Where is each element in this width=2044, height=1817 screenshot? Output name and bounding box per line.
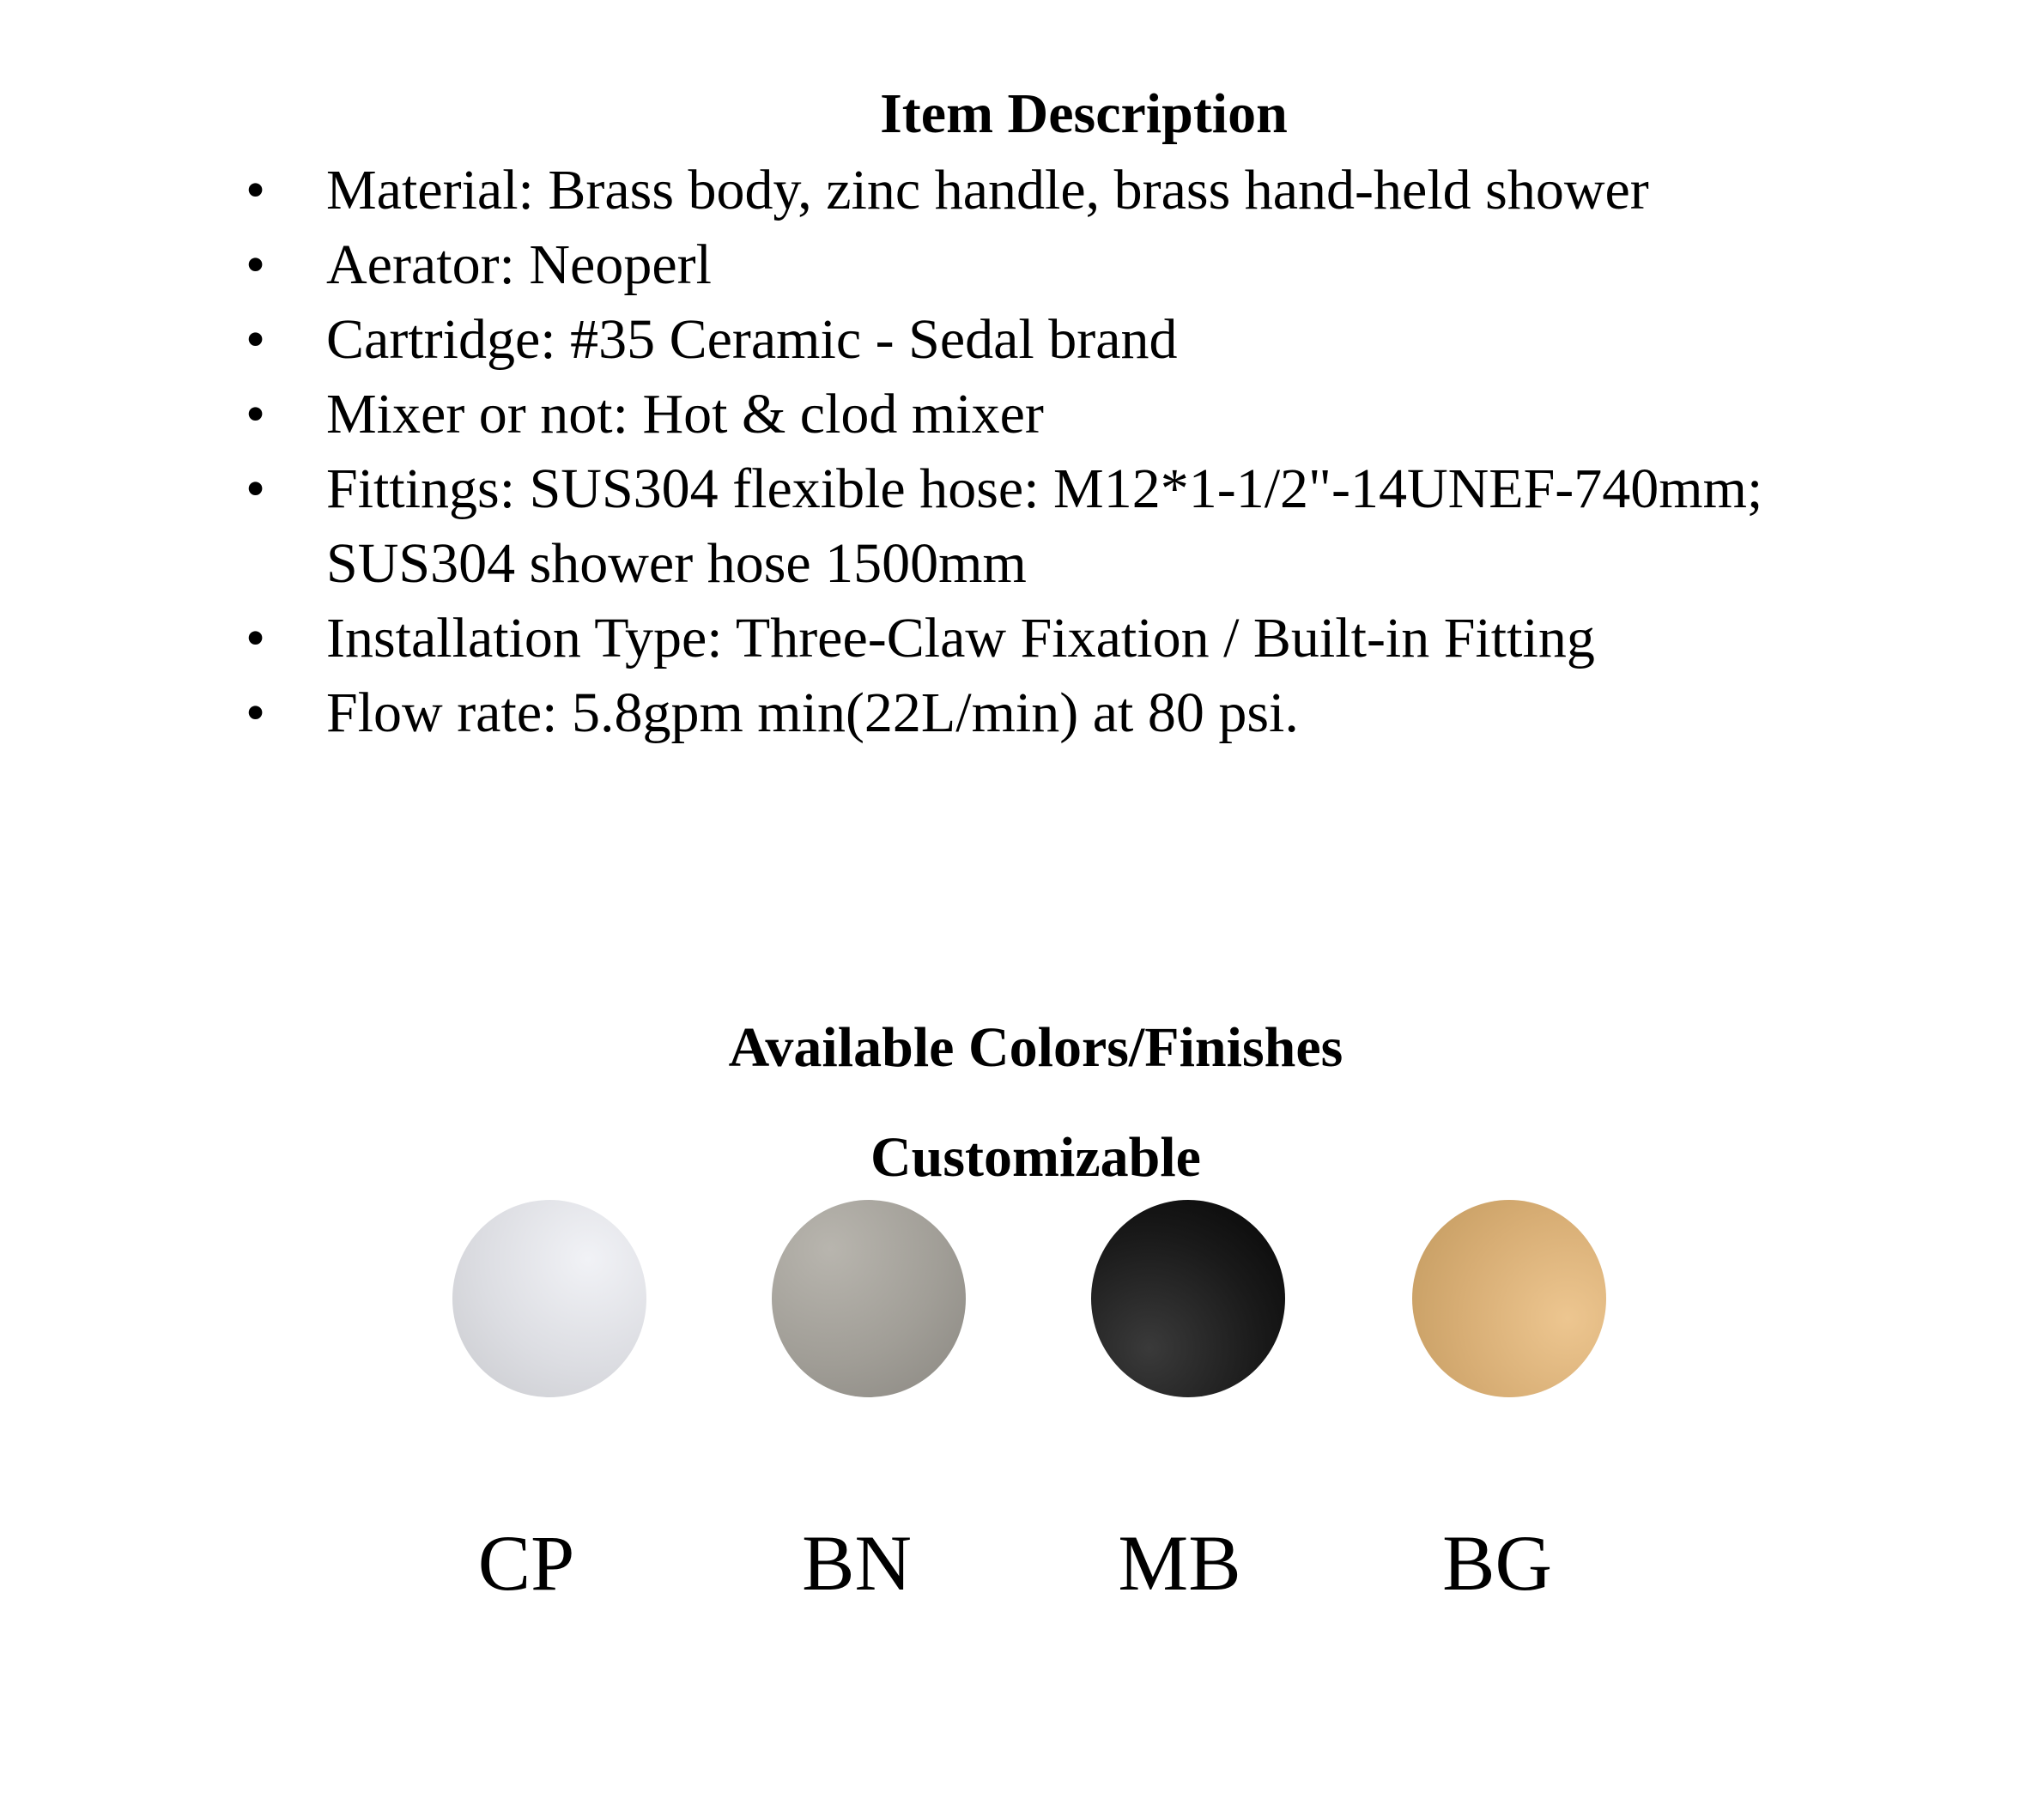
spec-item-fittings: [246, 451, 1859, 601]
finish-swatch-mb: [1091, 1200, 1285, 1397]
spec-text: Flow rate: 5.8gpm min(22L/min) at 80 psi.: [326, 681, 1299, 744]
customizable-subtitle: Customizable: [870, 1126, 1201, 1189]
finish-label-cp: CP: [477, 1519, 575, 1607]
spec-text: Fittings: SUS304 flexible hose: M12*1-1/2"-14UNEF-740mm; SUS304 shower hose 1500mm: [326, 457, 1763, 595]
finish-swatch-cp: [452, 1200, 646, 1397]
spec-item-material: [246, 153, 1859, 227]
bullet-icon: •: [246, 308, 266, 371]
bullet-icon: •: [246, 681, 266, 744]
spec-text: Installation Type: Three-Claw Fixation / Built-in Fitting: [326, 607, 1595, 669]
spec-text: Cartridge: #35 Ceramic - Sedal brand: [326, 308, 1178, 371]
item-description-title: Item Description: [880, 82, 1288, 145]
spec-text: Aerator: Neoperl: [326, 233, 712, 296]
spec-item-installation: [246, 601, 1859, 675]
finish-swatch-bn: [772, 1200, 966, 1397]
spec-item-aerator: [246, 227, 1859, 302]
finish-label-bn: BN: [802, 1519, 912, 1607]
spec-text: Mixer or not: Hot & clod mixer: [326, 383, 1044, 445]
bullet-icon: •: [246, 159, 266, 221]
spec-item-cartridge: [246, 302, 1859, 377]
finish-label-mb: MB: [1118, 1519, 1241, 1607]
bullet-icon: •: [246, 457, 266, 520]
available-colors-title: Available Colors/Finishes: [728, 1016, 1343, 1079]
spec-item-mixer: [246, 377, 1859, 451]
bullet-icon: •: [246, 607, 266, 669]
bullet-icon: •: [246, 383, 266, 445]
finish-swatch-bg: [1412, 1200, 1606, 1397]
spec-item-flow-rate: [246, 675, 1859, 750]
spec-text: Material: Brass body, zinc handle, brass hand-held shower: [326, 159, 1649, 221]
finish-label-bg: BG: [1442, 1519, 1552, 1607]
spec-list: [246, 153, 1859, 750]
bullet-icon: •: [246, 233, 266, 296]
